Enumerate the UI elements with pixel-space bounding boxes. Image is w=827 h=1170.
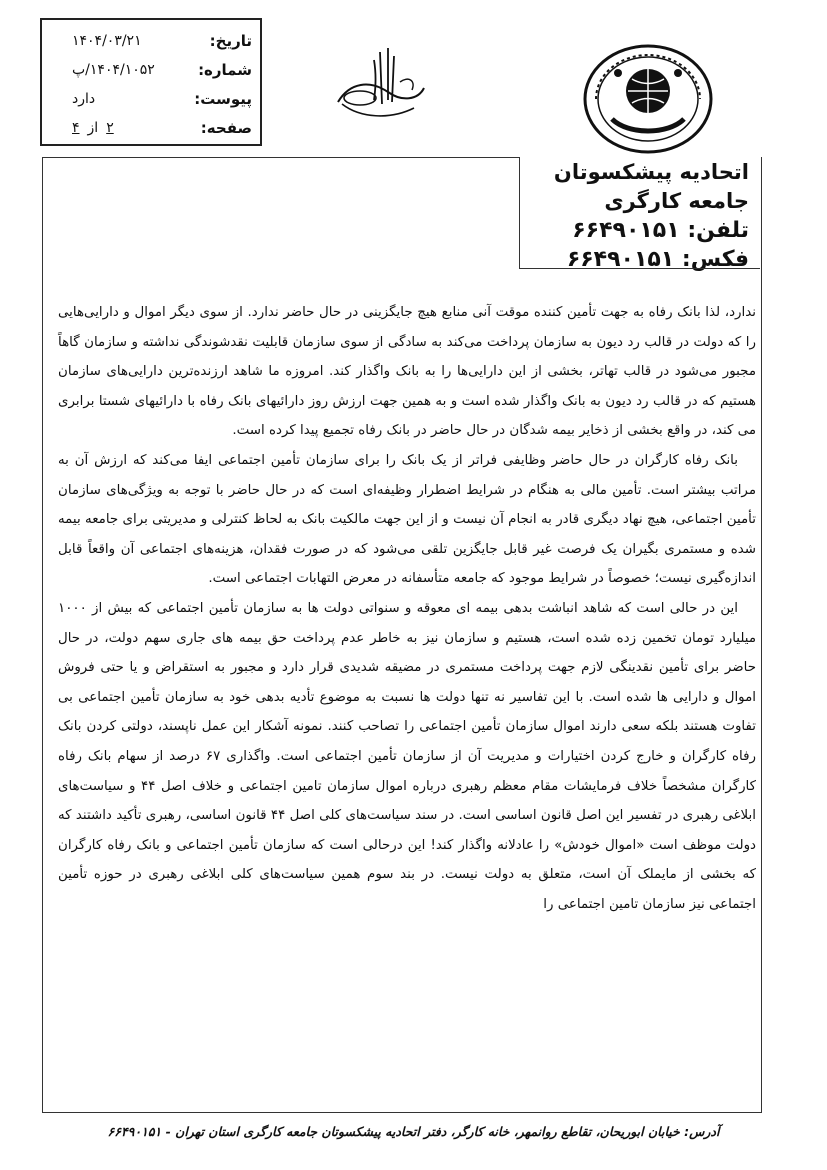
page-of: از bbox=[87, 119, 99, 136]
organization-logo bbox=[582, 43, 714, 155]
footer-address bbox=[0, 1124, 827, 1139]
attachment-value: دارد bbox=[72, 90, 96, 107]
page-label: صفحه: bbox=[200, 118, 252, 137]
page-total: ۴ bbox=[72, 119, 80, 136]
frame-top-border bbox=[42, 157, 520, 158]
paragraph-3: این در حالی است که شاهد انباشت بدهی بیمه ای معوقه و سنواتی دولت ها به سازمان تأمین اجتماعی که بیش از ۱۰۰۰ میلیارد تومان تخمین زده شده است، هستیم و سازمان نیز به خاطر عدم پرداخت حق بیمه های جاری سهم دولت، در حال حاضر برای تأمین نقدینگی لازم جهت پرداخت مستمری در مضیقه شدیدی قرار دارد و مجبور به استقراض و یا حتی فروش اموال و دارایی ها شده است. با این تفاسیر نه تنها دولت ها نسبت به موضوع تأدیه بدهی خود به سازمان تأمین اجتماعی بی تفاوت هستند بلکه سعی دارند اموال سازمان تأمین اجتماعی را تصاحب کنند. نمونه آشکار این عمل ناپسند، دولتی کردن بانک رفاه کارگران و خارج کردن اختیارات و مدیریت آن از سازمان تأمین اجتماعی است. واگذاری ۶۷ درصد از سهام بانک رفاه کارگران مشخصاً خلاف فرمایشات مقام معظم رهبری درباره اموال سازمان تامین اجتماعی و خلاف اصل ۴۴ و سیاست‌های ابلاغی رهبری در تفسیر این اصل قانون اساسی است. در سند سیاست‌های کلی اصل ۴۴ قانون اساسی، رهبری تأکید داشتند که دولت موظف است «اموال خودش» را عادلانه واگذار کند! این درحالی است که سازمان تأمین اجتماعی و بانک رفاه کارگران که بخشی از مایملک آن است، متعلق به دولت نیست. در بند سوم همین سیاست‌های کلی ابلاغی رهبری در حوزه تأمین اجتماعی نیز سازمان تامین اجتماعی را bbox=[58, 600, 757, 912]
attachment-row bbox=[50, 84, 252, 113]
address-label: آدرس: bbox=[684, 1124, 720, 1139]
attachment-label: پیوست: bbox=[194, 89, 252, 108]
number-row bbox=[50, 55, 252, 84]
page-current: ۲ bbox=[106, 119, 114, 136]
org-name-line1: اتحادیه پیشکسوتان bbox=[553, 160, 749, 184]
date-label: تاریخ: bbox=[209, 31, 252, 50]
number-value: ۱۴۰۴/۱۰۵۲/پ bbox=[72, 61, 155, 78]
org-fax: فکس: ۶۶۴۹۰۱۵۱ bbox=[566, 247, 749, 272]
paragraph-2: بانک رفاه کارگران در حال حاضر وظایفی فراتر از یک بانک را برای سازمان تأمین اجتماعی ایفا می‌کند که ارزش آن به مراتب بیشتر است. تأمین مالی به هنگام در شرایط اضطرار وظیفه‌ای است که در حال حاضر با توجه به ویژگی‌های سازمان تأمین اجتماعی، هیچ نهاد دیگری قادر به انجام آن نیست و از این جهت مالکیت بانک به لحاظ کنترلی و مدیریتی برای جامعه بیمه شده و مستمری بگیران یک فرصت غیر قابل جایگزین تلقی می‌شود که در صورت فقدان، هزینه‌های اجتماعی آن واقعاً قابل اندازه‌گیری نیست؛ خصوصاً در شرایط موجود که جامعه متأسفانه در معرض التهابات اجتماعی است. bbox=[58, 452, 756, 587]
letter-meta-box bbox=[40, 18, 262, 146]
calligraphy-emblem bbox=[330, 42, 430, 126]
page-row bbox=[50, 113, 252, 142]
date-value: ۱۴۰۴/۰۳/۲۱ bbox=[72, 32, 142, 49]
date-row bbox=[50, 26, 252, 55]
frame-step-border bbox=[519, 157, 520, 269]
paragraph-1: ندارد، لذا بانک رفاه به جهت تأمین کننده موقت آنی منابع هیچ جایگزینی در حال حاضر ندارد. از سوی دیگر اموال و دارایی‌هایی را که دولت در قالب رد دیون به سازمان پرداخت می‌کند به سادگی از سوی سازمان قابلیت نقدشوندگی نداشته و سازمان گاهاً مجبور می‌شود در قالب تهاتر، بخشی از این دارایی‌ها را به بانک واگذار کند. امروزه ما شاهد ارزنده‌ترین دارایی‌های سازمان هستیم که در قالب رد دیون به بانک واگذار شده است و به همین جهت ارزش روز دارائیهای بانک رفاه با دارائیهای شستا برابری می کند، در واقع بخشی از ذخایر بیمه شدگان در حال حاضر در بانک رفاه تجمیع پیدا کرده است. bbox=[58, 305, 756, 439]
org-phone: تلفن: ۶۶۴۹۰۱۵۱ bbox=[572, 218, 749, 243]
org-name-line2: جامعه کارگری bbox=[604, 189, 749, 213]
number-label: شماره: bbox=[198, 60, 252, 79]
page-value bbox=[50, 120, 114, 136]
frame-step-top-border bbox=[519, 268, 760, 269]
address-text: خیابان ابوریحان، تقاطع روانمهر، خانه کارگر، دفتر اتحادیه پیشکسوتان جامعه کارگری استان تهران - ۶۶۴۹۰۱۵۱ bbox=[107, 1124, 680, 1139]
letter-body bbox=[58, 298, 756, 919]
